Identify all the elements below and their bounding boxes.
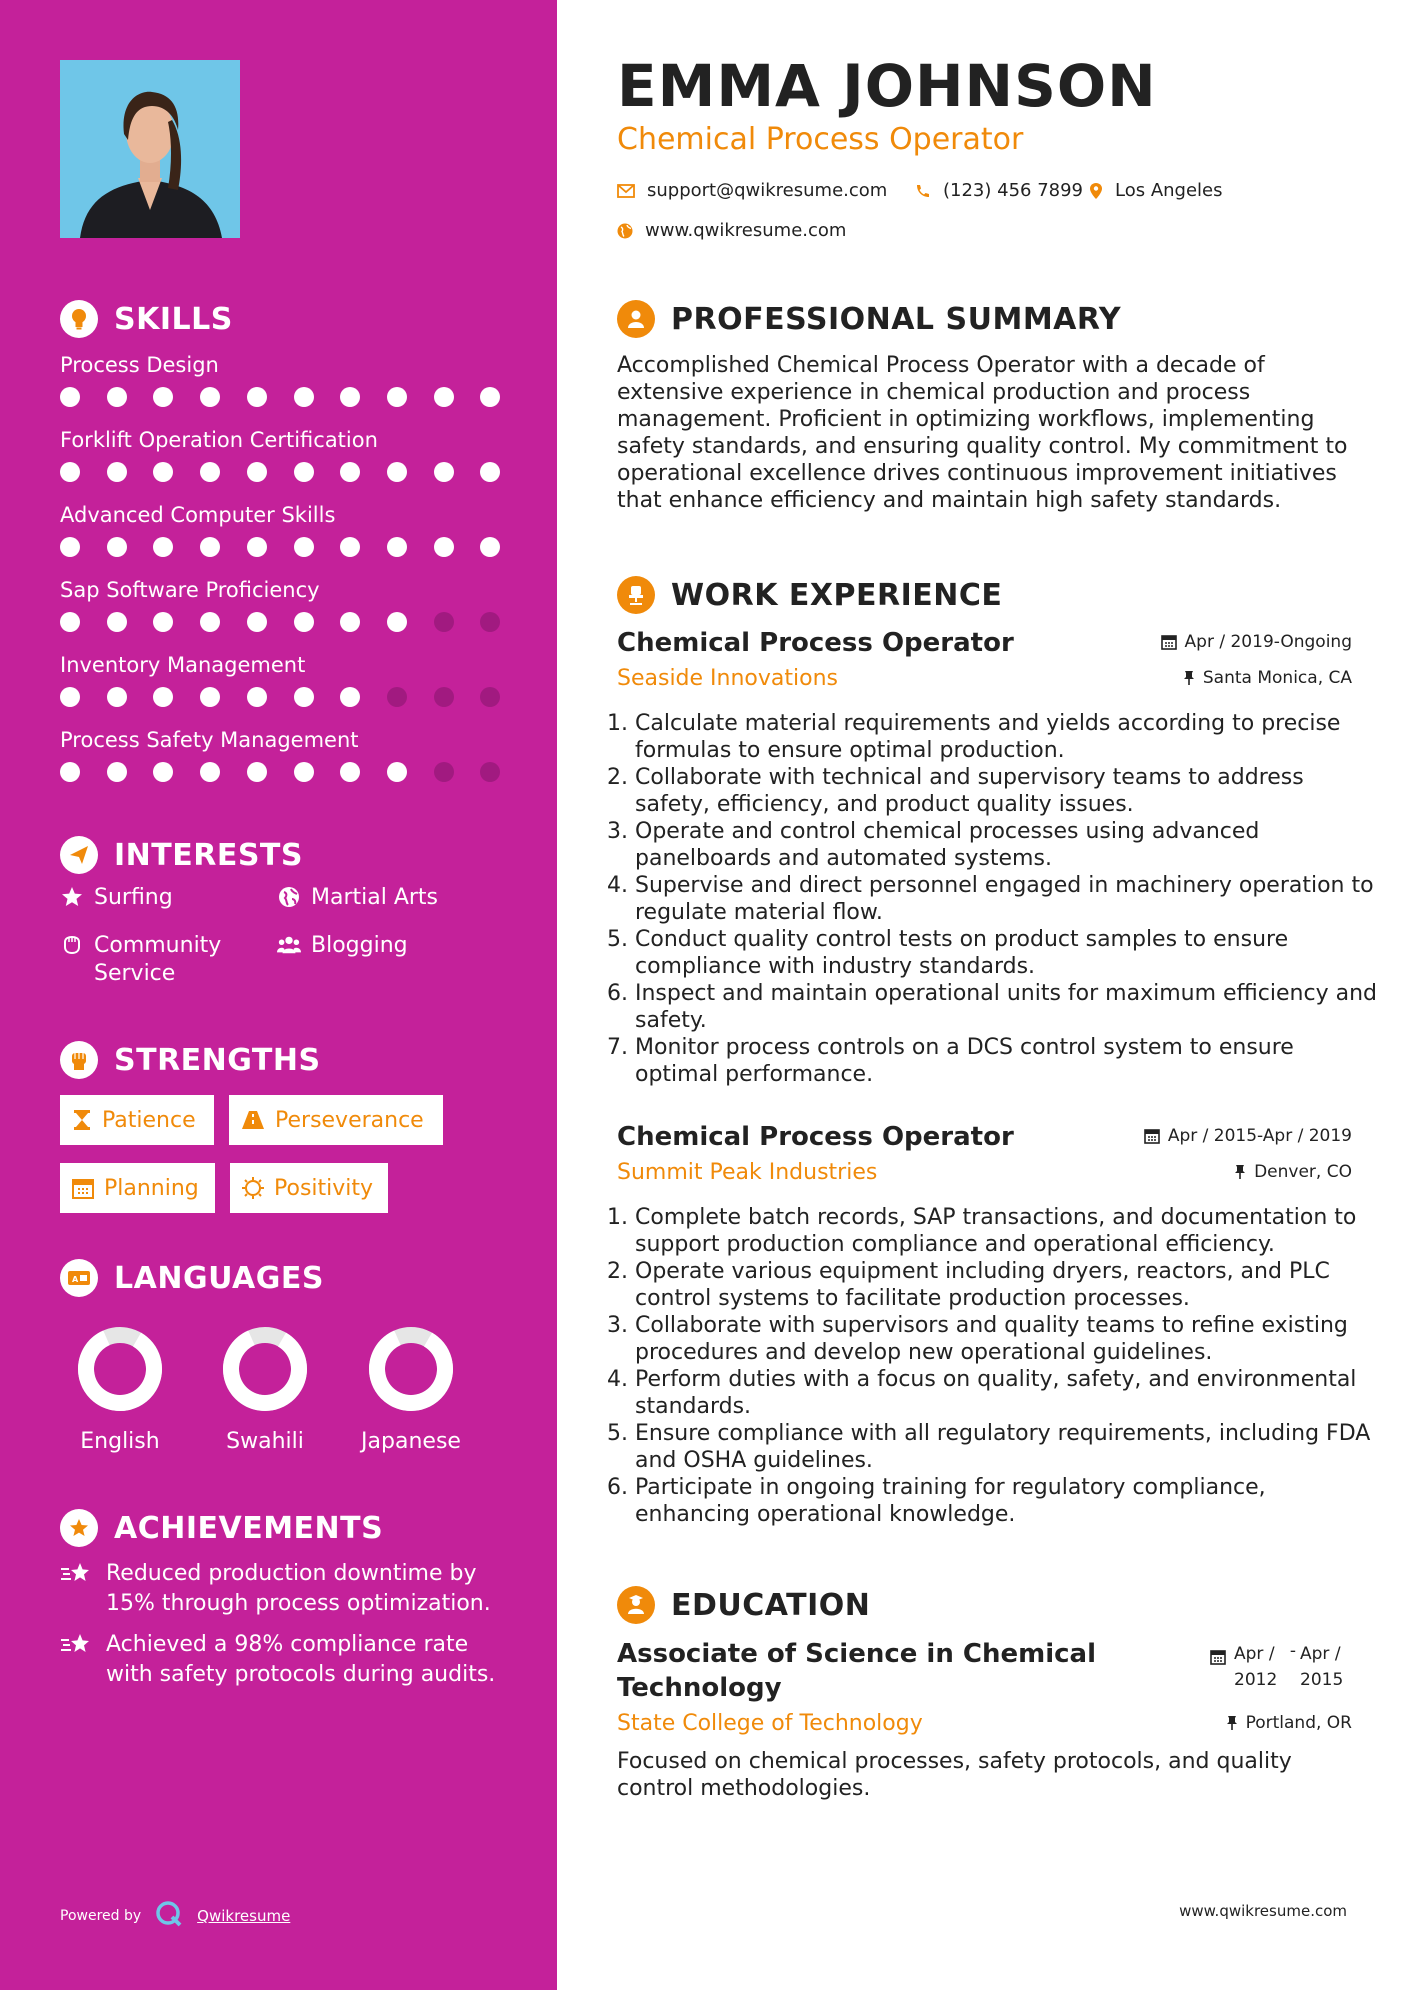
trophy-icon (60, 1509, 98, 1547)
skill-dot (340, 612, 360, 632)
strength-label: Positivity (274, 1175, 374, 1201)
profile-photo (60, 60, 240, 238)
skill-dot (200, 612, 220, 632)
strength-badge (230, 1163, 388, 1213)
summary-heading-text: PROFESSIONAL SUMMARY (671, 301, 1122, 337)
user-icon (617, 300, 655, 338)
duty-item: 1. Calculate material requirements and yields according to precise formulas to ensure optimal production. (635, 710, 1380, 764)
strengths-heading (60, 1041, 321, 1079)
skill-item (60, 503, 510, 559)
skill-rating (60, 762, 510, 784)
languages-heading (60, 1259, 324, 1297)
interests-heading (60, 836, 303, 874)
contact-website (617, 220, 846, 241)
skill-dot (200, 462, 220, 482)
skill-dot (247, 537, 267, 557)
calendar-icon (72, 1177, 94, 1199)
job-duties (617, 710, 1380, 1088)
svg-text:A: A (72, 1275, 79, 1284)
skill-dot (387, 462, 407, 482)
location-text: Los Angeles (1115, 180, 1223, 201)
experience-heading-text: WORK EXPERIENCE (671, 577, 1003, 613)
skills-heading-text: SKILLS (114, 301, 233, 337)
achievement-text: Reduced production downtime by 15% through process optimization. (106, 1561, 491, 1616)
duty-item: 4. Perform duties with a focus on quality, safety, and environmental standards. (635, 1366, 1380, 1420)
duty-item: 2. Operate various equipment including dryers, reactors, and PLC control systems to facilitate production processes. (635, 1258, 1380, 1312)
job-company: Summit Peak Industries (617, 1160, 878, 1185)
star-icon (60, 884, 84, 908)
skill-dot (480, 612, 500, 632)
language-name: Swahili (226, 1429, 304, 1454)
duty-item: 3. Collaborate with supervisors and quality teams to refine existing procedures and develop new operational guidelines. (635, 1312, 1380, 1366)
job-date (1144, 1126, 1352, 1146)
education-degree: Associate of Science in Chemical Technology (617, 1639, 1097, 1703)
skill-dot (434, 537, 454, 557)
globe-icon (617, 223, 633, 239)
skill-name: Advanced Computer Skills (60, 503, 336, 527)
skill-name: Inventory Management (60, 653, 306, 677)
skill-dot (387, 612, 407, 632)
skill-item (60, 353, 510, 409)
duty-item: 6. Participate in ongoing training for regulatory compliance, enhancing operational knowledge. (635, 1474, 1380, 1528)
skill-dot (480, 687, 500, 707)
skill-dot (200, 762, 220, 782)
qwikresume-logo-icon (155, 1900, 183, 1932)
skill-dot (107, 612, 127, 632)
skill-name: Process Design (60, 353, 219, 377)
skills-heading (60, 300, 233, 338)
education-end: Apr / 2015 (1300, 1644, 1344, 1690)
duty-item: 3. Operate and control chemical processes using advanced panelboards and automated systems. (635, 818, 1380, 872)
education-location-text: Portland, OR (1245, 1713, 1352, 1733)
skill-dot (294, 462, 314, 482)
duty-item: 2. Collaborate with technical and supervisory teams to address safety, efficiency, and product quality issues. (635, 764, 1380, 818)
contact-location (1089, 180, 1223, 201)
job-location-text: Santa Monica, CA (1202, 668, 1352, 688)
fist-icon (60, 1041, 98, 1079)
summary-text: Accomplished Chemical Process Operator with a decade of extensive experience in chemical production and process management. Proficient in optimizing workflows, implementing safety standards, and ensuring quality control. My commitment to operational excellence drives continuous improvement initiatives that enhance efficiency and maintain high safety standards. (617, 353, 1348, 513)
skill-dot (294, 537, 314, 557)
strength-label: Patience (102, 1107, 196, 1133)
strength-badge (229, 1095, 443, 1145)
skill-dot (387, 687, 407, 707)
skill-item (60, 728, 510, 784)
job-role: Chemical Process Operator (617, 628, 1014, 658)
job-duties (617, 1204, 1380, 1528)
experience-heading (617, 576, 1002, 614)
paper-plane-icon (60, 836, 98, 874)
powered-by (60, 1900, 290, 1932)
calendar-icon (1161, 634, 1177, 650)
globe-icon (277, 884, 301, 908)
achievement-item (60, 1559, 500, 1619)
calendar-icon (1210, 1641, 1226, 1665)
achievement-item (60, 1630, 500, 1690)
duty-item: 4. Supervise and direct personnel engaged in machinery operation to regulate material flow. (635, 872, 1380, 926)
language-item (341, 1325, 481, 1454)
skill-dot (60, 387, 80, 407)
shooting-star-icon (60, 1630, 94, 1662)
job-role: Chemical Process Operator (617, 1122, 1014, 1152)
skill-dot (434, 462, 454, 482)
lightbulb-icon (60, 300, 98, 338)
phone-icon (915, 183, 931, 199)
skill-rating (60, 387, 510, 409)
skill-dot (340, 537, 360, 557)
candidate-title: Chemical Process Operator (617, 122, 1024, 157)
road-icon (241, 1110, 265, 1130)
language-ring (367, 1325, 455, 1413)
qwikresume-link[interactable]: Qwikresume (197, 1907, 291, 1925)
skill-dot (247, 387, 267, 407)
skill-dot (60, 537, 80, 557)
job-date-text: Apr / 2019-Ongoing (1184, 632, 1352, 652)
skill-dot (107, 462, 127, 482)
education-heading-text: EDUCATION (671, 1587, 871, 1623)
skill-dot (434, 612, 454, 632)
achievement-text: Achieved a 98% compliance rate with safety protocols during audits. (106, 1632, 496, 1687)
interest-label: Surfing (94, 885, 173, 910)
education-location (1226, 1713, 1352, 1733)
pushpin-icon (1183, 670, 1195, 686)
achievements-heading (60, 1509, 383, 1547)
skill-item (60, 653, 510, 709)
website-text[interactable]: www.qwikresume.com (645, 220, 847, 241)
skill-item (60, 578, 510, 634)
powered-by-label: Powered by (60, 1908, 142, 1924)
language-item (50, 1325, 190, 1454)
map-pin-icon (1089, 182, 1103, 200)
job-company: Seaside Innovations (617, 666, 838, 691)
interests-heading-text: INTERESTS (114, 837, 303, 873)
skill-dot (60, 687, 80, 707)
duty-item: 7. Monitor process controls on a DCS control system to ensure optimal performance. (635, 1034, 1380, 1088)
language-name: Japanese (361, 1429, 461, 1454)
office-chair-icon (617, 576, 655, 614)
language-item (195, 1325, 335, 1454)
skill-dot (480, 537, 500, 557)
strengths-heading-text: STRENGTHS (114, 1042, 321, 1078)
job-location (1234, 1162, 1352, 1182)
skill-dot (340, 387, 360, 407)
skill-dot (434, 387, 454, 407)
skill-rating (60, 687, 510, 709)
education-heading (617, 1586, 870, 1624)
duty-item: 5. Ensure compliance with all regulatory requirements, including FDA and OSHA guidelines. (635, 1420, 1380, 1474)
skill-dot (107, 687, 127, 707)
skill-dot (480, 762, 500, 782)
languages-heading-text: LANGUAGES (114, 1260, 324, 1296)
language-ring (221, 1325, 309, 1413)
skill-dot (480, 387, 500, 407)
skill-rating (60, 612, 510, 634)
interest-item (60, 884, 173, 912)
skill-name: Sap Software Proficiency (60, 578, 320, 602)
shooting-star-icon (60, 1559, 94, 1591)
skill-dot (247, 612, 267, 632)
job-date (1161, 632, 1352, 652)
duty-item: 6. Inspect and maintain operational units for maximum efficiency and safety. (635, 980, 1380, 1034)
skill-dot (387, 762, 407, 782)
education-school: State College of Technology (617, 1711, 923, 1736)
skill-dot (153, 462, 173, 482)
duty-item: 1. Complete batch records, SAP transactions, and documentation to support production compliance and operational efficiency. (635, 1204, 1380, 1258)
skill-dot (200, 387, 220, 407)
skill-rating (60, 537, 510, 559)
job-location-text: Denver, CO (1254, 1162, 1352, 1182)
calendar-icon (1144, 1128, 1160, 1144)
skill-item (60, 428, 510, 484)
skill-dot (107, 387, 127, 407)
pushpin-icon (1234, 1164, 1246, 1180)
skill-dot (153, 762, 173, 782)
skill-dot (60, 462, 80, 482)
strength-label: Planning (104, 1175, 199, 1201)
skill-dot (60, 612, 80, 632)
achievements-heading-text: ACHIEVEMENTS (114, 1510, 384, 1546)
graduate-icon (617, 1586, 655, 1624)
date-dash: - (1289, 1641, 1297, 1661)
education-header (617, 1637, 1352, 1737)
skill-dot (387, 387, 407, 407)
interest-label: Blogging (311, 933, 408, 958)
interest-item (277, 884, 438, 912)
job-header (617, 628, 1352, 698)
hourglass-icon (72, 1109, 92, 1131)
education-date (1210, 1641, 1352, 1693)
skill-dot (340, 462, 360, 482)
skill-dot (153, 612, 173, 632)
skill-dot (294, 387, 314, 407)
skill-dot (153, 687, 173, 707)
skill-dot (294, 612, 314, 632)
job-date-text: Apr / 2015-Apr / 2019 (1167, 1126, 1352, 1146)
skill-name: Process Safety Management (60, 728, 359, 752)
language-name: English (80, 1429, 160, 1454)
pushpin-icon (1226, 1715, 1238, 1731)
language-ring (76, 1325, 164, 1413)
summary-heading (617, 300, 1121, 338)
language-icon (60, 1259, 98, 1297)
interest-label: Martial Arts (311, 885, 439, 910)
phone-text[interactable]: (123) 456 7899 (943, 180, 1084, 201)
skill-dot (200, 537, 220, 557)
email-text[interactable]: support@qwikresume.com (647, 180, 888, 201)
skill-dot (340, 687, 360, 707)
skill-dot (107, 537, 127, 557)
skill-rating (60, 462, 510, 484)
interest-label: Community Service (94, 933, 222, 986)
skill-dot (387, 537, 407, 557)
skill-dot (200, 687, 220, 707)
job-header (617, 1122, 1352, 1192)
users-icon (277, 932, 301, 956)
skill-name: Forklift Operation Certification (60, 428, 378, 452)
skill-dot (480, 462, 500, 482)
education-start: Apr / 2012 (1234, 1644, 1278, 1690)
contact-phone (915, 180, 1083, 201)
interest-item (277, 932, 408, 960)
duty-item: 5. Conduct quality control tests on product samples to ensure compliance with industry standards. (635, 926, 1380, 980)
skill-dot (153, 537, 173, 557)
skill-dot (60, 762, 80, 782)
hand-icon (60, 932, 84, 956)
strength-badge (60, 1095, 214, 1145)
strength-badge (60, 1163, 215, 1213)
skill-dot (340, 762, 360, 782)
envelope-icon (617, 184, 635, 198)
skill-dot (153, 387, 173, 407)
contact-email (617, 180, 887, 201)
job-location (1183, 668, 1352, 688)
candidate-name: EMMA JOHNSON (617, 52, 1157, 120)
interest-item (60, 932, 221, 988)
skill-dot (107, 762, 127, 782)
footer-url[interactable]: www.qwikresume.com (1179, 1902, 1347, 1920)
skill-dot (434, 687, 454, 707)
sidebar (0, 0, 557, 1990)
skill-dot (247, 762, 267, 782)
skill-dot (247, 462, 267, 482)
skill-dot (294, 762, 314, 782)
skill-dot (434, 762, 454, 782)
education-text: Focused on chemical processes, safety protocols, and quality control methodologies. (617, 1749, 1292, 1801)
main-content (557, 0, 1407, 1990)
skill-dot (247, 687, 267, 707)
skill-dot (294, 687, 314, 707)
strength-label: Perseverance (275, 1107, 424, 1133)
sun-icon (242, 1177, 264, 1199)
